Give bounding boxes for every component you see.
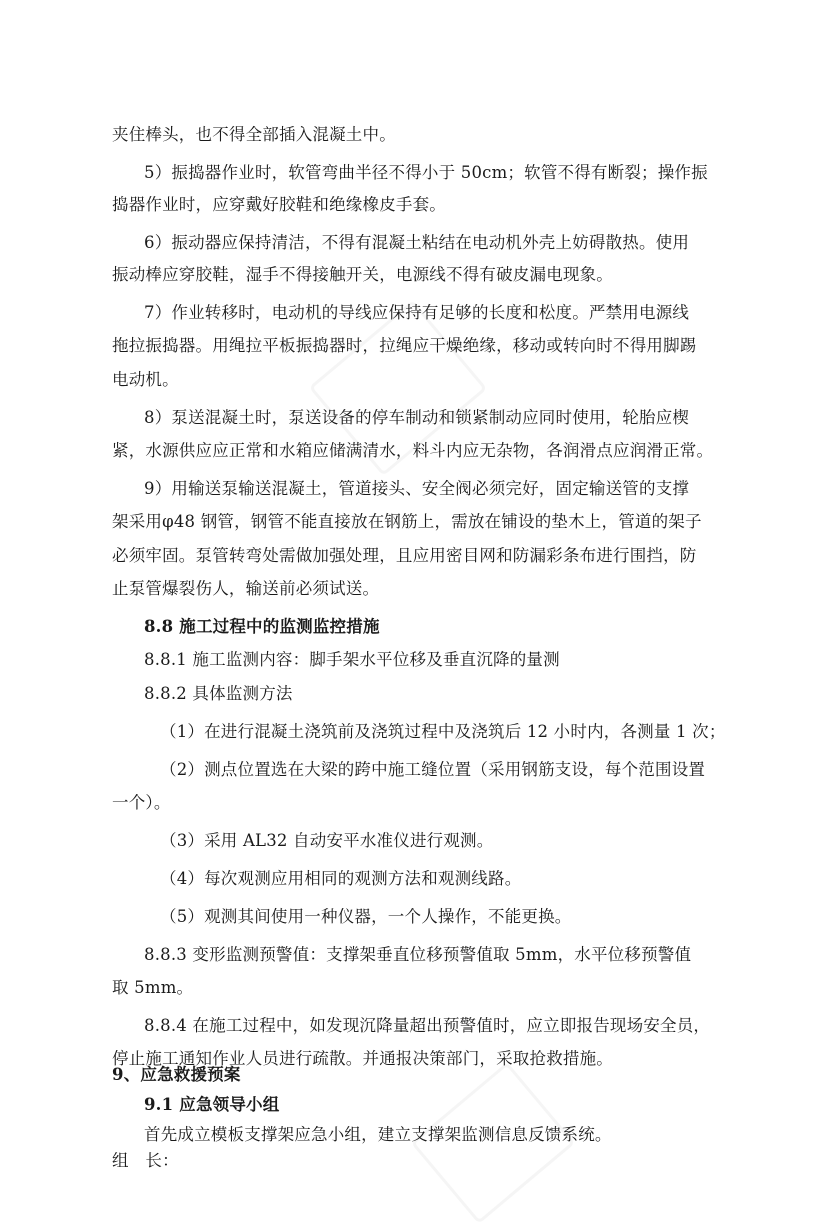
text-line: 8.8.1 施工监测内容：脚手架水平位移及垂直沉降的量测 [144,650,560,669]
text-line: 架采用φ48 钢管，钢管不能直接放在钢筋上，需放在铺设的垫木上，管道的架子 [112,512,702,531]
list-item: （1）在进行混凝土浇筑前及浇筑过程中及浇筑后 12 小时内，各测量 1 次； [160,722,726,741]
text-line: 5）振捣器作业时，软管弯曲半径不得小于 50cm；软管不得有断裂；操作振 [144,163,708,182]
list-item: （2）测点位置选在大梁的跨中施工缝位置（采用钢筋支设，每个范围设置 [160,760,706,779]
text-line: 捣器作业时，应穿戴好胶鞋和绝缘橡皮手套。 [112,195,446,214]
text-line: 8）泵送混凝土时，泵送设备的停车制动和锁紧制动应同时使用，轮胎应楔 [144,408,690,427]
text-line: 紧，水源供应应正常和水箱应储满清水，料斗内应无杂物，各润滑点应润滑正常。 [112,441,714,460]
text-line: 电动机。 [112,370,179,389]
text-line: 7）作业转移时，电动机的导线应保持有足够的长度和松度。严禁用电源线 [144,303,690,322]
list-item: （4）每次观测应用相同的观测方法和观测线路。 [160,869,522,888]
text-line: 6）振动器应保持清洁，不得有混凝土粘结在电动机外壳上妨碍散热。使用 [144,233,690,252]
text-line: 8.8.4 在施工过程中，如发现沉降量超出预警值时，应立即报告现场安全员， [144,1016,711,1035]
list-item: （5）观测其间使用一种仪器，一个人操作，不能更换。 [160,907,572,926]
text-line: 8.8.3 变形监测预警值：支撑架垂直位移预警值取 5mm，水平位移预警值 [144,945,692,964]
text-line: 振动棒应穿胶鞋，湿手不得接触开关，电源线不得有破皮漏电现象。 [112,265,613,284]
text-line: 组 长： [112,1151,179,1170]
text-line: 必须牢固。泵管转弯处需做加强处理，且应用密目网和防漏彩条布进行围挡，防 [112,546,697,565]
text-line: 9）用输送泵输送混凝土，管道接头、安全阀必须完好，固定输送管的支撑 [144,479,690,498]
subsection-heading: 9.1 应急领导小组 [144,1095,280,1114]
text-line: 停止施工通知作业人员进行疏散。并通报决策部门，采取抢救措施。 [112,1049,613,1068]
text-line: 拖拉振捣器。用绳拉平板振捣器时，拉绳应干燥绝缘，移动或转向时不得用脚踢 [112,336,697,355]
section-heading: 9、应急救援预案 [112,1065,241,1084]
text-line: 首先成立模板支撑架应急小组，建立支撑架监测信息反馈系统。 [144,1125,612,1144]
text-line: 8.8.2 具体监测方法 [144,684,293,703]
text-line: 夹住棒头，也不得全部插入混凝土中。 [112,125,396,144]
section-heading: 8.8 施工过程中的监测监控措施 [144,617,380,636]
text-line: 取 5mm。 [112,978,194,997]
text-line: 止泵管爆裂伤人，输送前必须试送。 [112,579,380,598]
list-item: （3）采用 AL32 自动安平水准仪进行观测。 [160,831,494,850]
text-line: 一个）。 [112,793,171,812]
